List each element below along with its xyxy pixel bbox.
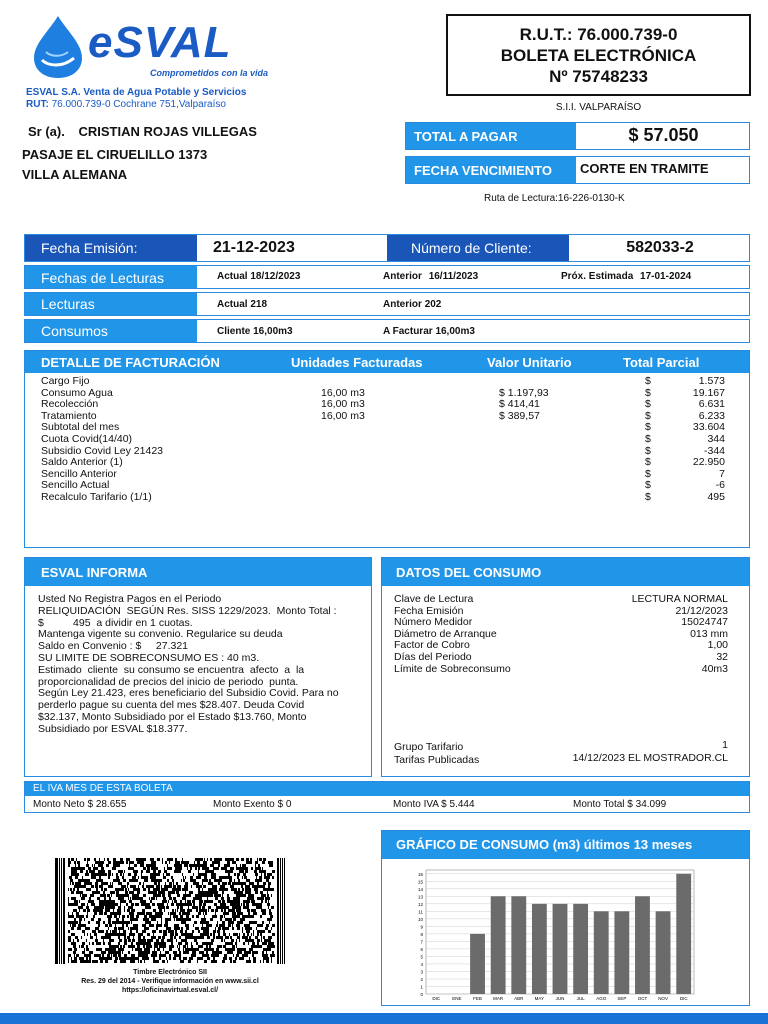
chart-x-tick: DIC xyxy=(679,996,688,1001)
informa-line: Según Ley 21.423, eres beneficiario del Subsidio Covid. Para no xyxy=(38,687,339,700)
billing-total: 6.233 xyxy=(698,409,725,422)
billing-currency: $ xyxy=(645,490,651,503)
billing-row xyxy=(25,376,749,388)
consumption-chart xyxy=(382,860,749,1004)
customer-prefix: Sr (a). xyxy=(28,124,65,139)
company-rut xyxy=(26,99,226,110)
datos-consumo-section xyxy=(381,557,750,777)
billed-consumption-label: A Facturar xyxy=(383,326,433,337)
billing-currency: $ xyxy=(645,398,651,411)
chart-bar xyxy=(614,911,629,994)
group-tariff-value: 1 xyxy=(722,739,728,751)
billing-header xyxy=(25,351,749,373)
chart-x-tick: JUL xyxy=(576,996,585,1001)
chart-y-tick: 16 xyxy=(417,871,423,877)
billing-concept: Recolección xyxy=(41,398,99,411)
informa-line: $ 495 a dividir en 1 cuotas. xyxy=(38,616,193,629)
chart-title: GRÁFICO DE CONSUMO (m3) últimos 13 meses xyxy=(396,837,693,852)
previous-date-label: Anterior xyxy=(383,271,422,282)
emission-label: Fecha Emisión: xyxy=(41,240,138,256)
iva-neto: Monto Neto $ 28.655 xyxy=(33,799,127,810)
billing-units: 16,00 m3 xyxy=(321,409,365,422)
chart-x-tick: MAY xyxy=(534,996,545,1001)
informa-line: proporcionalidad de precios del inicio de periodo punta. xyxy=(38,675,299,688)
billing-total: 7 xyxy=(719,467,725,480)
chart-bar xyxy=(470,934,485,994)
previous-reading-value: 202 xyxy=(424,299,442,310)
consumo-header xyxy=(382,558,749,586)
chart-y-tick: 12 xyxy=(417,901,423,907)
stamp-line-2: Res. 29 del 2014 - Verifique información en www.sii.cl xyxy=(81,978,259,985)
actual-date xyxy=(217,271,300,282)
chart-x-tick: AGO xyxy=(596,996,607,1001)
consumption-label-bar xyxy=(25,320,197,342)
chart-y-tick: 9 xyxy=(420,924,423,930)
informa-line: RELIQUIDACIÓN SEGÚN Res. SISS 1229/2023. Monto Total : xyxy=(38,604,337,617)
informa-line: Usted No Registra Pagos en el Periodo xyxy=(38,593,222,605)
billing-currency: $ xyxy=(645,409,651,422)
consumo-row xyxy=(394,664,732,676)
billing-total: 19.167 xyxy=(692,386,725,399)
billing-total: 1.573 xyxy=(698,375,725,387)
client-number-value: 582033-2 xyxy=(626,239,694,256)
iva-section xyxy=(24,781,750,813)
billing-unit-value: $ 1.197,93 xyxy=(499,386,549,399)
consumo-value: 15024747 xyxy=(681,616,728,629)
chart-bar xyxy=(635,896,650,994)
billing-row xyxy=(25,446,749,458)
footer-bar xyxy=(0,1013,768,1024)
billing-total: 495 xyxy=(707,490,725,503)
logo-wordmark: eSVAL xyxy=(88,18,232,67)
pdf417-barcode xyxy=(55,858,285,964)
tariffs-value: 14/12/2023 EL MOSTRADOR.CL xyxy=(572,752,728,764)
chart-x-tick: NOV xyxy=(658,996,668,1001)
esval-logo xyxy=(24,12,274,92)
billing-unit-value: $ 414,41 xyxy=(499,398,540,411)
previous-reading-label: Anterior xyxy=(383,299,422,310)
actual-date-value: 18/12/2023 xyxy=(250,271,301,282)
chart-x-tick: ENE xyxy=(452,996,462,1001)
chart-y-tick: 4 xyxy=(420,961,423,967)
informa-title: ESVAL INFORMA xyxy=(41,565,148,580)
chart-y-tick: 8 xyxy=(420,931,423,937)
customer-name: CRISTIAN ROJAS VILLEGAS xyxy=(78,124,257,139)
billing-row xyxy=(25,457,749,469)
chart-y-tick: 6 xyxy=(420,946,423,952)
billing-currency: $ xyxy=(645,421,651,434)
chart-x-tick: ABR xyxy=(514,996,524,1001)
total-box xyxy=(405,122,750,150)
chart-y-tick: 5 xyxy=(420,954,423,960)
informa-line: Saldo en Convenio : $ 27.321 xyxy=(38,640,189,653)
document-rut: R.U.T.: 76.000.739-0 xyxy=(519,25,678,44)
billing-concept: Sencillo Actual xyxy=(41,479,110,492)
chart-bar xyxy=(553,904,568,994)
readings-label: Lecturas xyxy=(41,296,95,312)
billing-concept: Cargo Fijo xyxy=(41,375,90,387)
chart-bar xyxy=(491,896,506,994)
billing-units: 16,00 m3 xyxy=(321,386,365,399)
document-number: Nº 75748233 xyxy=(549,67,648,86)
chart-y-tick: 1 xyxy=(420,984,423,990)
chart-x-tick: FEB xyxy=(473,996,482,1001)
chart-y-tick: 15 xyxy=(417,879,423,885)
document-title: BOLETA ELECTRÓNICA xyxy=(500,46,697,65)
client-consumption-label: Cliente xyxy=(217,326,251,337)
billing-concept: Cuota Covid(14/40) xyxy=(41,432,133,445)
consumption-label: Consumos xyxy=(41,323,108,339)
billing-concept: Subsidio Covid Ley 21423 xyxy=(41,444,164,457)
chart-y-tick: 3 xyxy=(420,969,423,975)
readings-row xyxy=(24,292,750,316)
billing-currency: $ xyxy=(645,479,651,492)
billing-row xyxy=(25,422,749,434)
informa-line: Estimado cliente su consumo se encuentra afecto a la xyxy=(38,663,305,676)
iva-title: EL IVA MES DE ESTA BOLETA xyxy=(33,783,173,794)
reading-dates-row xyxy=(24,265,750,289)
actual-reading-label: Actual xyxy=(217,299,248,310)
readings-label-bar xyxy=(25,293,197,315)
chart-y-tick: 13 xyxy=(417,894,423,900)
billing-total: 22.950 xyxy=(692,456,725,469)
consumo-value: 21/12/2023 xyxy=(675,604,728,617)
next-date-label: Próx. Estimada xyxy=(561,271,634,282)
consumo-value: LECTURA NORMAL xyxy=(631,593,728,605)
reading-dates-label: Fechas de Lecturas xyxy=(41,270,164,286)
consumo-value: 32 xyxy=(716,650,728,663)
actual-reading-value: 218 xyxy=(250,299,268,310)
chart-x-tick: DIC xyxy=(432,996,441,1001)
emission-value: 21-12-2023 xyxy=(213,239,295,256)
billing-concept: Recalculo Tarifario (1/1) xyxy=(41,490,152,503)
client-number-label-bar xyxy=(387,235,569,261)
next-date-value: 17-01-2024 xyxy=(640,271,692,282)
billing-currency: $ xyxy=(645,432,651,445)
billing-detail-section xyxy=(24,350,750,548)
informa-line: $32.137, Monto Subsidiado por el Estado $13.760, Monto xyxy=(38,710,307,723)
chart-x-tick: MAR xyxy=(493,996,504,1001)
chart-y-tick: 2 xyxy=(420,976,423,982)
company-rut-prefix: RUT: xyxy=(26,99,49,110)
billed-consumption-value: 16,00m3 xyxy=(435,326,475,337)
informa-line: SU LIMITE DE SOBRECONSUMO ES : 40 m3. xyxy=(38,651,260,664)
billing-total: 33.604 xyxy=(692,421,725,434)
billing-row xyxy=(25,434,749,446)
billing-unit-value: $ 389,57 xyxy=(499,409,540,422)
billing-concept: Saldo Anterior (1) xyxy=(41,456,123,469)
stamp-line-3[interactable]: https://oficinavirtual.esval.cl/ xyxy=(121,987,219,994)
informa-header xyxy=(25,558,371,586)
billing-concept: Tratamiento xyxy=(41,409,97,422)
customer-address-2: VILLA ALEMANA xyxy=(22,167,128,182)
next-date xyxy=(561,271,691,282)
consumo-title: DATOS DEL CONSUMO xyxy=(396,565,542,580)
customer-address-1: PASAJE EL CIRUELILLO 1373 xyxy=(22,147,208,162)
emission-label-bar xyxy=(25,235,197,261)
billed-consumption xyxy=(383,326,475,337)
billing-currency: $ xyxy=(645,456,651,469)
chart-x-tick: OCT xyxy=(637,996,648,1001)
billing-header-concept: DETALLE DE FACTURACIÓN xyxy=(41,355,220,370)
actual-reading xyxy=(217,299,267,310)
billing-currency: $ xyxy=(645,467,651,480)
iva-header xyxy=(25,782,749,796)
billing-currency: $ xyxy=(645,375,651,387)
billing-row xyxy=(25,469,749,481)
billing-units: 16,00 m3 xyxy=(321,398,365,411)
due-label-bar xyxy=(406,157,576,183)
billing-header-total: Total Parcial xyxy=(623,355,700,370)
chart-y-tick: 11 xyxy=(418,909,423,915)
tariffs-label: Tarifas Publicadas xyxy=(394,754,480,766)
consumo-value: 013 mm xyxy=(690,627,728,640)
client-consumption xyxy=(217,326,293,337)
consumo-label: Fecha Emisión xyxy=(394,604,464,617)
previous-date-value: 16/11/2023 xyxy=(428,271,479,282)
billing-total: -344 xyxy=(703,444,725,457)
billing-row xyxy=(25,492,749,504)
actual-date-label: Actual xyxy=(217,271,248,282)
billing-currency: $ xyxy=(645,444,651,457)
due-value: CORTE EN TRAMITE xyxy=(580,161,709,176)
billing-concept: Subtotal del mes xyxy=(41,421,120,434)
route-reading: Ruta de Lectura:16-226-0130-K xyxy=(484,193,625,204)
billing-total: 344 xyxy=(707,432,725,445)
group-tariff-label: Grupo Tarifario xyxy=(394,741,464,753)
billing-row xyxy=(25,388,749,400)
customer-line xyxy=(28,124,257,139)
billing-row xyxy=(25,411,749,423)
informa-line: Subsidiado por ESVAL $18.377. xyxy=(38,722,188,735)
chart-bar xyxy=(532,904,547,994)
informa-line: Mantenga vigente su convenio. Regularice su deuda xyxy=(38,628,283,641)
total-label-bar xyxy=(406,123,576,149)
consumo-label: Número Medidor xyxy=(394,616,473,629)
chart-header xyxy=(382,831,749,859)
consumo-label: Límite de Sobreconsumo xyxy=(394,662,511,675)
chart-bar xyxy=(573,904,588,994)
billing-header-units: Unidades Facturadas xyxy=(291,355,423,370)
chart-y-tick: 0 xyxy=(420,992,423,997)
previous-reading xyxy=(383,299,441,310)
iva-total: Monto Total $ 34.099 xyxy=(573,799,667,810)
consumption-row xyxy=(24,319,750,343)
informa-text xyxy=(38,594,370,736)
billing-total: 6.631 xyxy=(698,398,725,411)
esval-informa-section xyxy=(24,557,372,777)
informa-line: perderlo pague su cuenta del mes $28.407. Deuda Covid xyxy=(38,699,305,712)
billing-total: -6 xyxy=(715,479,725,492)
chart-bar xyxy=(656,911,671,994)
total-label: TOTAL A PAGAR xyxy=(414,129,518,144)
consumo-rows xyxy=(394,594,732,675)
stamp-line-1: Timbre Electrónico SII xyxy=(133,969,207,976)
logo-tagline: Comprometidos con la vida xyxy=(150,68,269,78)
reading-dates-label-bar xyxy=(25,266,197,288)
chart-y-tick: 10 xyxy=(417,916,423,922)
client-consumption-value: 16,00m3 xyxy=(253,326,293,337)
iva-iva: Monto IVA $ 5.444 xyxy=(393,799,475,810)
consumo-label: Factor de Cobro xyxy=(394,639,470,652)
chart-bar xyxy=(511,896,526,994)
consumo-label: Clave de Lectura xyxy=(394,593,474,605)
consumo-value: 40m3 xyxy=(701,662,728,675)
chart-bar xyxy=(594,911,609,994)
chart-y-tick: 7 xyxy=(420,939,423,945)
emission-row xyxy=(24,234,750,262)
client-number-label: Número de Cliente: xyxy=(411,240,532,256)
company-name: ESVAL S.A. Venta de Agua Potable y Servicios xyxy=(26,87,247,98)
billing-concept: Sencillo Anterior xyxy=(41,467,117,480)
water-drop-icon xyxy=(28,14,88,80)
consumo-label: Diámetro de Arranque xyxy=(394,627,497,640)
chart-bar xyxy=(676,874,691,994)
billing-rows xyxy=(25,376,749,504)
total-value: $ 57.050 xyxy=(628,125,699,145)
chart-y-tick: 14 xyxy=(417,886,423,892)
iva-exento: Monto Exento $ 0 xyxy=(213,799,292,810)
tariffs-row xyxy=(394,752,728,767)
consumo-value: 1,00 xyxy=(707,639,728,652)
due-box xyxy=(405,156,750,184)
chart-x-tick: JUN xyxy=(555,996,565,1001)
chart-x-tick: SEP xyxy=(617,996,627,1001)
previous-date xyxy=(383,271,478,282)
billing-concept: Consumo Agua xyxy=(41,386,113,399)
billing-currency: $ xyxy=(645,386,651,399)
billing-row xyxy=(25,399,749,411)
consumo-label: Días del Periodo xyxy=(394,650,472,663)
due-label: FECHA VENCIMIENTO xyxy=(414,163,552,178)
billing-header-unit-value: Valor Unitario xyxy=(487,355,572,370)
consumption-chart-section xyxy=(381,830,750,1006)
document-box xyxy=(446,14,751,96)
company-rut-text: 76.000.739-0 Cochrane 751,Valparaíso xyxy=(51,99,226,110)
sii-office: S.I.I. VALPARAÍSO xyxy=(555,102,642,113)
